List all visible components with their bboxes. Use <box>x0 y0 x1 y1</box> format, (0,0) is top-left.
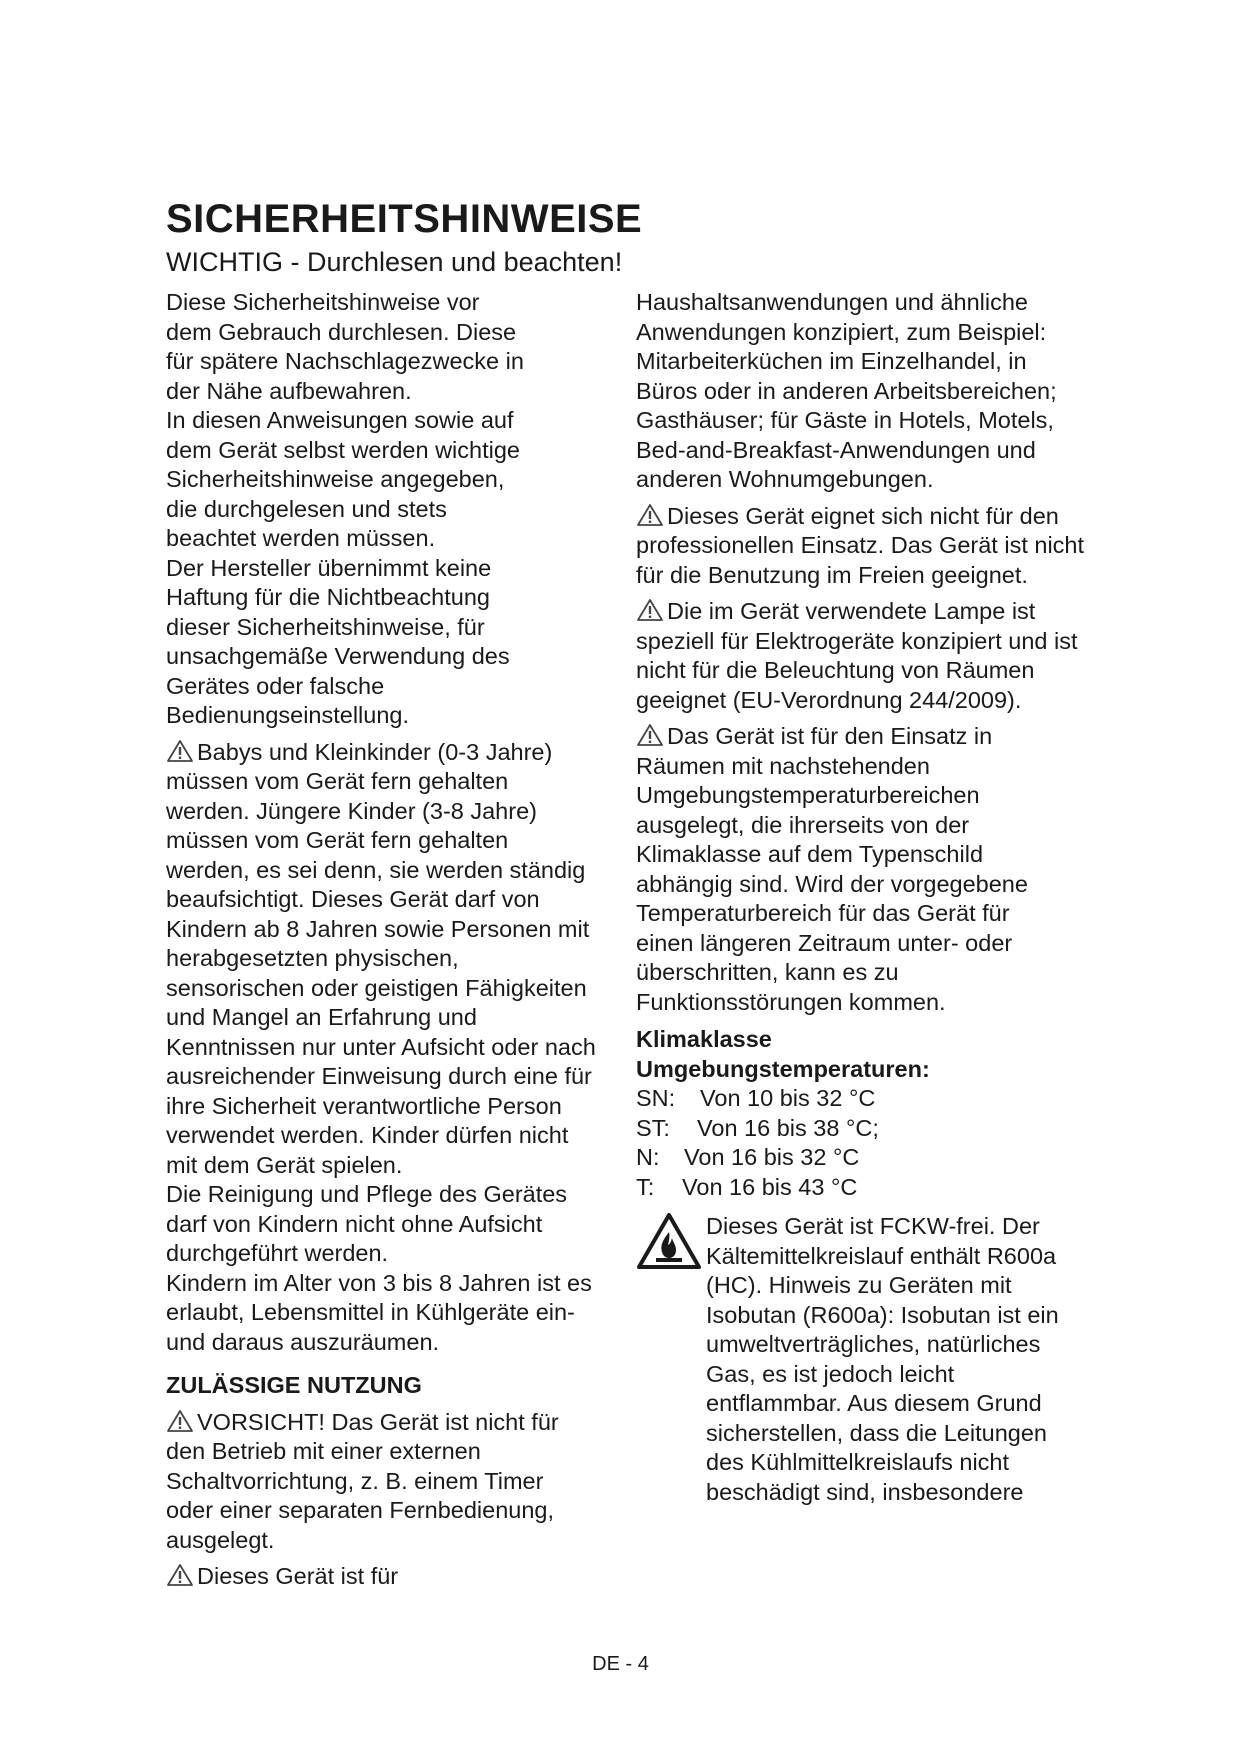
flammable-warning-icon <box>636 1212 702 1270</box>
climate-class-heading: Klimaklasse <box>636 1026 772 1052</box>
climate-row <box>636 1143 1086 1173</box>
cleaning-paragraph: Die Reinigung und Pflege des Gerätes darf von Kindern nicht ohne Aufsicht durchgeführt werden. <box>166 1181 568 1266</box>
climate-class-range: Von 16 bis 38 °C; <box>697 1114 879 1141</box>
ambient-temperature-heading: Umgebungstemperaturen: <box>636 1055 930 1082</box>
children-warning-paragraph <box>166 738 596 1181</box>
usage-text: Dieses Gerät ist für <box>197 1563 399 1589</box>
climate-class-code: N: <box>636 1144 660 1170</box>
warning-triangle-icon <box>636 598 664 622</box>
left-column <box>166 288 606 1592</box>
lamp-warning-text: Die im Gerät verwendete Lampe ist speziell für Elektrogeräte konzipiert und ist nicht für die Beleuchtung von Räumen geeignet (EU-Verordnung 244/2009). <box>636 598 1078 713</box>
climate-class-list <box>636 1084 1086 1202</box>
flammable-gas-text: Dieses Gerät ist FCKW-frei. Der Kältemittelkreislauf enthält R600a (HC). Hinweis zu Geräten mit Isobutan (R600a): Isobutan ist ein umweltverträgliches, natürliches Gas, es ist jedoch leicht entflammbar. Aus diesem Grund sicherstellen, dass die Leitungen des Kühlmittelkreislaufs nicht beschädigt sind, insbesondere <box>706 1213 1059 1505</box>
warning-triangle-icon <box>636 503 664 527</box>
professional-warning-text: Dieses Gerät eignet sich nicht für den professionellen Einsatz. Das Gerät ist nicht für die Benutzung im Freien geeignet. <box>636 502 1085 588</box>
page-number: DE - 4 <box>592 1653 649 1675</box>
lamp-warning-paragraph <box>636 597 1086 715</box>
warning-triangle-icon <box>166 1563 194 1587</box>
section-heading-nutzung: ZULÄSSIGE NUTZUNG <box>166 1372 422 1398</box>
usage-paragraph <box>166 1562 606 1592</box>
warning-triangle-icon <box>166 1409 194 1433</box>
children-warning-text: Babys und Kleinkinder (0-3 Jahre) müssen vom Gerät fern gehalten werden. Jüngere Kinder (3-8 Jahre) müssen vom Gerät fern gehalten werden, es sei denn, sie werden ständig beaufsichtigt. Dieses Gerät darf von Kindern ab 8 Jahren sowie Personen mit herabgesetzten physischen, sensorischen oder geistigen Fähigkeiten und Mangel an Erfahrung und Kenntnissen nur unter Aufsicht oder nach ausreichender Einweisung durch eine für ihre Sicherheit verantwortliche Person verwendet werden. Kinder dürfen nicht mit dem Gerät spielen. <box>166 738 596 1178</box>
flammable-gas-notice <box>636 1212 1086 1507</box>
caution-text: VORSICHT! Das Gerät ist nicht für den Betrieb mit einer externen Schaltvorrichtung, z. B. einem Timer oder einer separaten Fernbedienung, ausgelegt. <box>166 1408 559 1553</box>
climate-class-code: SN: <box>636 1085 676 1111</box>
climate-row <box>636 1114 1086 1144</box>
climate-row <box>636 1084 1086 1114</box>
warning-triangle-icon <box>636 723 664 747</box>
instructions-paragraph: In diesen Anweisungen sowie auf dem Gerät selbst werden wichtige Sicherheitshinweise angegeben, die durchgelesen und stets beachtet werden müssen. <box>166 407 520 551</box>
caution-paragraph <box>166 1408 596 1556</box>
right-column <box>636 288 1086 1507</box>
household-paragraph: Haushaltsanwendungen und ähnliche Anwendungen konzipiert, zum Beispiel: Mitarbeiterküchen im Einzelhandel, in Büros oder in anderen Arbeitsbereichen; Gasthäuser; für Gäste in Hotels, Motels, Bed-and-Breakfast-Anwendungen und anderen Wohnumgebungen. <box>636 289 1057 492</box>
loading-paragraph: Kindern im Alter von 3 bis 8 Jahren ist es erlaubt, Lebensmittel in Kühlgeräte ein- und daraus auszuräumen. <box>166 1269 592 1355</box>
climate-class-code: ST: <box>636 1114 670 1141</box>
professional-warning-paragraph <box>636 502 1086 591</box>
temperature-warning-paragraph <box>636 722 1056 1017</box>
climate-row <box>636 1173 1086 1203</box>
intro-paragraph: Diese Sicherheitshinweise vor dem Gebrauch durchlesen. Diese für spätere Nachschlagezwecke in der Nähe aufbewahren. <box>166 289 524 404</box>
page-title: SICHERHEITSHINWEISE <box>166 197 643 241</box>
climate-class-code: T: <box>636 1173 655 1200</box>
temperature-warning-text: Das Gerät ist für den Einsatz in Räumen mit nachstehenden Umgebungstemperaturbereichen ausgelegt, die ihrerseits von der Klimaklasse auf dem Typenschild abhängig sind. Wird der vorgegebene Temperaturbereich für das Gerät für einen längeren Zeitraum unter- oder überschritten, kann es zu Funktionsstörungen kommen. <box>636 723 1028 1015</box>
liability-paragraph: Der Hersteller übernimmt keine Haftung für die Nichtbeachtung dieser Sicherheitshinweise, für unsachgemäße Verwendung des Gerätes oder falsche Bedienungseinstellung. <box>166 554 510 728</box>
climate-class-range: Von 16 bis 32 °C <box>684 1144 860 1170</box>
climate-class-range: Von 10 bis 32 °C <box>700 1085 876 1111</box>
page-subtitle: WICHTIG - Durchlesen und beachten! <box>166 247 623 277</box>
climate-class-range: Von 16 bis 43 °C <box>682 1173 858 1200</box>
warning-triangle-icon <box>166 739 194 763</box>
